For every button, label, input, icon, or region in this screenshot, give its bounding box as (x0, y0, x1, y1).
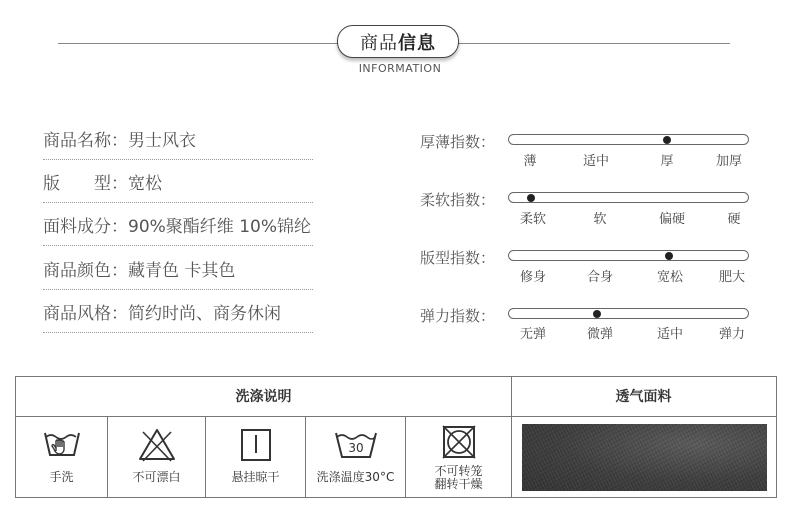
scale-tick: 微弹 (586, 327, 614, 342)
scale-track-fit (508, 250, 749, 261)
wash-temperature: 30 (347, 441, 364, 455)
care-item-hand-wash (16, 417, 107, 498)
info-row-fit (43, 169, 313, 199)
no-bleach-icon (137, 427, 177, 463)
scale-tick: 厚 (660, 154, 674, 169)
care-item-label-line: 不可转笼 (434, 464, 483, 478)
care-table (15, 376, 777, 498)
care-item-label: 不可漂白 (132, 470, 181, 484)
care-item-label: 手洗 (49, 470, 74, 484)
care-item-label: 洗涤温度30°C (316, 470, 395, 484)
fabric-heading: 透气面料 (511, 377, 776, 417)
hand-wash-icon (42, 427, 82, 461)
scale-tick: 偏硬 (658, 212, 686, 227)
scale-label-fit: 版型指数： (420, 249, 496, 267)
info-label: 商品名称： (43, 131, 128, 151)
info-value: 男士风衣 (128, 131, 196, 151)
scale-tick: 宽松 (656, 270, 684, 285)
header-divider-left (58, 43, 338, 44)
info-value: 藏青色 卡其色 (128, 261, 236, 281)
info-label: 商品颜色： (43, 261, 128, 281)
info-value: 宽松 (128, 174, 162, 194)
wash-30-icon (332, 427, 380, 461)
info-value: 简约时尚、商务休闲 (128, 304, 281, 324)
info-label: 版 型： (43, 174, 128, 194)
scale-tick: 无弹 (519, 327, 547, 342)
info-label: 商品风格： (43, 304, 128, 324)
scale-tick: 适中 (656, 327, 684, 342)
no-tumble-dry-icon (440, 423, 478, 461)
table-divider (511, 377, 512, 497)
scale-tick: 合身 (586, 270, 614, 285)
care-item-wash-30 (306, 417, 405, 498)
care-item-hang-dry (206, 417, 305, 498)
section-title (337, 25, 459, 58)
scale-track-elasticity (508, 308, 749, 319)
scale-tick: 加厚 (715, 154, 743, 169)
care-item-label-line: 翻转干燥 (434, 477, 483, 491)
info-row-material (43, 212, 313, 242)
info-label: 面料成分： (43, 217, 128, 237)
scale-track-softness (508, 192, 749, 203)
fabric-swatch-image (522, 424, 767, 491)
scale-label-elasticity: 弹力指数： (420, 307, 496, 325)
section-title-light: 商品 (360, 32, 398, 54)
info-row-name (43, 126, 313, 156)
scale-label-softness: 柔软指数： (420, 191, 496, 209)
header-divider-right (455, 43, 730, 44)
scale-tick: 薄 (523, 154, 537, 169)
section-title-bold: 信息 (398, 32, 436, 54)
scale-tick: 弹力 (718, 327, 746, 342)
care-heading: 洗涤说明 (16, 377, 511, 417)
info-value: 90%聚酯纤维 10%锦纶 (128, 217, 311, 237)
care-item-label: 悬挂晾干 (231, 470, 280, 484)
care-item-no-bleach (108, 417, 205, 498)
scale-tick: 肥大 (718, 270, 746, 285)
scale-track-thickness (508, 134, 749, 145)
scale-marker-thickness (663, 136, 671, 144)
scale-label-thickness: 厚薄指数： (420, 133, 496, 151)
hang-dry-icon (239, 427, 273, 463)
info-row-color (43, 256, 313, 286)
scale-tick: 修身 (519, 270, 547, 285)
scale-marker-elasticity (593, 310, 601, 318)
scale-marker-fit (665, 252, 673, 260)
care-item-label (406, 465, 511, 491)
scale-tick: 硬 (727, 212, 741, 227)
scale-tick: 柔软 (519, 212, 547, 227)
care-item-no-tumble-dry (406, 417, 511, 498)
section-subtitle: INFORMATION (358, 62, 442, 75)
scale-tick: 软 (593, 212, 607, 227)
scale-marker-softness (527, 194, 535, 202)
scale-tick: 适中 (582, 154, 610, 169)
info-row-style (43, 299, 313, 329)
